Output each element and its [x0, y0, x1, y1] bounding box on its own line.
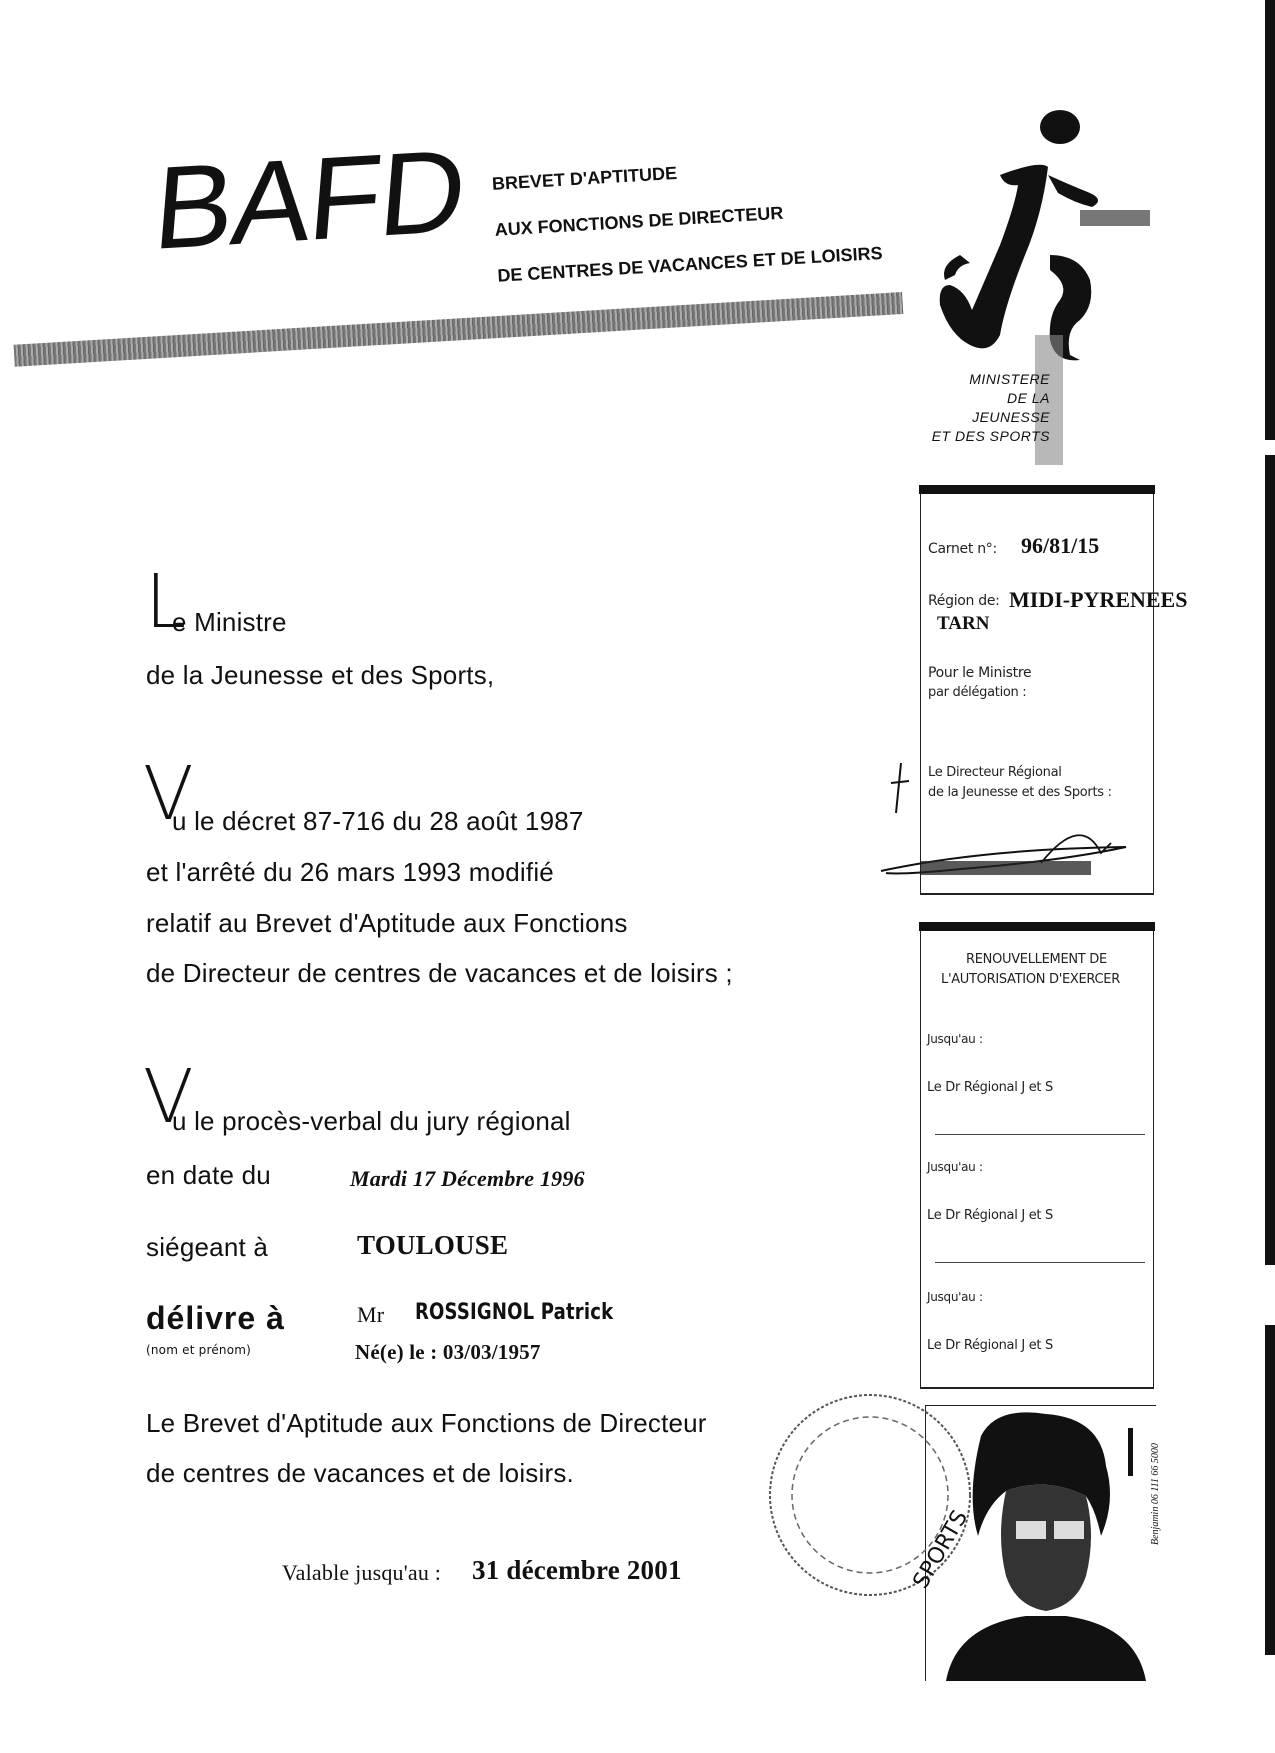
brevet-line-1: Le Brevet d'Aptitude aux Fonctions de Directeur — [146, 1408, 707, 1438]
director-signature-icon — [861, 753, 1161, 883]
directeur-label-1: Le Directeur Régional — [928, 765, 1062, 780]
bafd-logo: BAFD — [149, 125, 469, 275]
renewal-until-3: Jusqu'au : — [927, 1290, 983, 1304]
scan-edge-mark-1 — [1265, 0, 1275, 440]
vu2-initial: V — [143, 1054, 194, 1140]
vu1-line-4: de Directeur de centres de vacances et de loisirs ; — [146, 958, 733, 988]
scan-edge-mark-3 — [1265, 1325, 1275, 1655]
official-stamp-icon — [755, 1380, 985, 1610]
brevet-line-2: de centres de vacances et de loisirs. — [146, 1458, 574, 1488]
renewal-until-2: Jusqu'au : — [927, 1160, 983, 1174]
scan-edge-mark-2 — [1265, 455, 1275, 1265]
birth-date: Né(e) le : 03/03/1957 — [355, 1340, 541, 1364]
renewal-card — [920, 922, 1154, 1389]
printer-mark: Benjamin 06 111 66 5000 — [1150, 1443, 1161, 1545]
vu2-line-1: u le procès-verbal du jury régional — [172, 1106, 571, 1136]
subtitle-line-1: BREVET D'APTITUDE — [491, 162, 678, 194]
renewal-divider-2 — [935, 1262, 1145, 1263]
renewal-until-1: Jusqu'au : — [927, 1032, 983, 1046]
nom-prenom-hint: (nom et prénom) — [146, 1343, 252, 1357]
ministre-line-1: e Ministre — [172, 607, 287, 637]
recipient-name: ROSSIGNOL Patrick — [415, 1300, 614, 1325]
region-value: MIDI-PYRENEES — [1009, 587, 1188, 612]
valable-value: 31 décembre 2001 — [472, 1555, 682, 1585]
vu1-line-2: et l'arrêté du 26 mars 1993 modifié — [146, 857, 554, 887]
ministre-initial: L — [145, 559, 187, 645]
renewal-signer-1: Le Dr Régional J et S — [927, 1080, 1053, 1095]
department-value: TARN — [937, 613, 990, 634]
carnet-card — [920, 485, 1188, 895]
vu1-line-1: u le décret 87-716 du 28 août 1987 — [172, 806, 584, 836]
en-date-value: Mardi 17 Décembre 1996 — [350, 1166, 585, 1191]
recipient-title: Mr — [357, 1302, 385, 1327]
header-band — [14, 292, 904, 367]
vu1-initial: V — [143, 751, 194, 837]
ministre-line-2: de la Jeunesse et des Sports, — [146, 660, 495, 690]
subtitle-line-3: DE CENTRES DE VACANCES ET DE LOISIRS — [496, 242, 884, 286]
renewal-signer-2: Le Dr Régional J et S — [927, 1208, 1053, 1223]
renewal-title-1: RENOUVELLEMENT DE — [966, 952, 1107, 967]
siegeant-label: siégeant à — [146, 1232, 268, 1262]
directeur-label-2: de la Jeunesse et des Sports : — [928, 785, 1112, 800]
vu1-line-3: relatif au Brevet d'Aptitude aux Fonctions — [146, 908, 628, 938]
renewal-title-2: L'AUTORISATION D'EXERCER — [941, 972, 1120, 987]
valable-label: Valable jusqu'au : — [282, 1560, 442, 1585]
renewal-signer-3: Le Dr Régional J et S — [927, 1338, 1053, 1353]
header-subtitle — [490, 127, 885, 311]
subtitle-line-2: AUX FONCTIONS DE DIRECTEUR — [494, 202, 784, 240]
ministry-name: MINISTERE DE LA JEUNESSE ET DES SPORTS — [931, 371, 1050, 444]
stamp-text: SPORTS — [908, 1506, 974, 1593]
pour-ministre-label: Pour le Ministre — [928, 665, 1032, 681]
siegeant-value: TOULOUSE — [357, 1230, 509, 1260]
carnet-label: Carnet n°: — [928, 541, 997, 557]
en-date-label: en date du — [146, 1160, 271, 1190]
region-label: Région de: — [928, 593, 1000, 609]
carnet-value: 96/81/15 — [1021, 533, 1100, 558]
par-delegation-label: par délégation : — [928, 685, 1027, 700]
delivre-label: délivre à — [146, 1300, 285, 1336]
renewal-divider-1 — [935, 1134, 1145, 1135]
